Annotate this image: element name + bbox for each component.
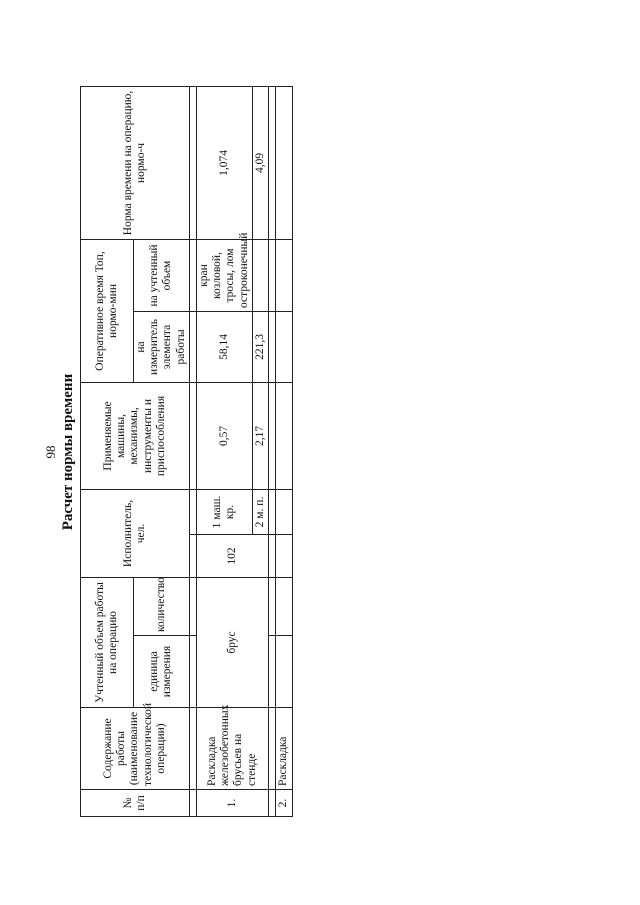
header-top-group: Оперативное время Топ, нормо-мин (81, 239, 134, 382)
row-num: 2. (275, 790, 292, 817)
row-top-unit: 0,57 (196, 382, 252, 489)
row-norm: 1,074 (196, 86, 252, 239)
header-executor: Исполнитель, чел. (81, 489, 190, 577)
spacer-row (189, 86, 196, 816)
section-row (275, 86, 292, 816)
row-executor: 2 м. п. (252, 489, 268, 534)
page-number: 98 (43, 445, 58, 459)
row-num: 1. (196, 790, 268, 817)
row-content: Раскладка железобетонных брусьев на стенде (196, 708, 268, 790)
row-machines: кран козловой, тросы, лом остроконечный (196, 239, 252, 311)
row-unit: брус (196, 578, 268, 708)
header-norm: Норма времени на операцию, нормо-ч (81, 86, 190, 239)
header-machines: Применяемые машины, механизмы, инструменты и приспособления (81, 382, 190, 489)
row-top-unit: 2,17 (252, 382, 268, 489)
row-content: Раскладка (275, 708, 292, 790)
header-volume-group: Учтенный объем работы на операцию (81, 578, 134, 708)
time-norm-table (80, 86, 293, 817)
header-num: № п/п (81, 790, 190, 817)
row-machines-empty (252, 239, 268, 311)
header-unit: единица измерения (134, 636, 190, 708)
row-executor: 1 маш. кр. (196, 489, 252, 534)
spacer-row (268, 86, 275, 816)
page-title: Расчет нормы времени (60, 373, 76, 531)
table-row (196, 86, 252, 816)
header-row-1 (81, 86, 134, 816)
row-top-volume: 221,3 (252, 311, 268, 382)
header-quantity: количество (134, 578, 190, 636)
row-top-volume: 58,14 (196, 311, 252, 382)
row-quantity: 102 (196, 535, 268, 578)
header-top-volume: на учтенный объем (134, 239, 190, 311)
rotated-page-content (43, 87, 560, 817)
header-top-unit: на измеритель элемента работы (134, 311, 190, 382)
row-norm: 4,09 (252, 86, 268, 239)
header-content: Содержание работы (наименование технологической операции) (81, 708, 190, 790)
